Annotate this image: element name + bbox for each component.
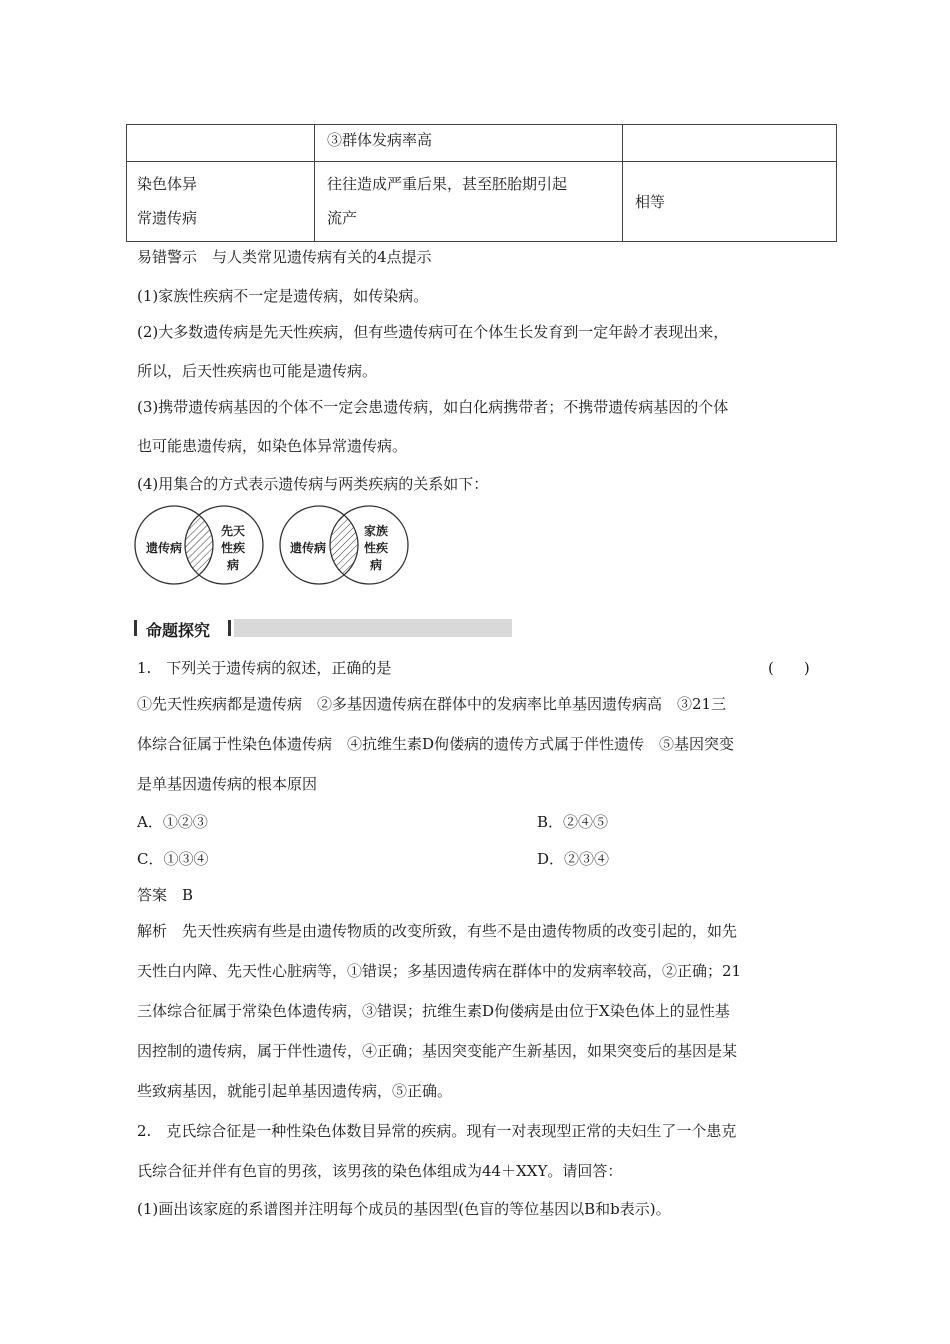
q1-option-c: C．①③④ [137,850,209,868]
q1-analysis-5: 些致病基因，就能引起单基因遗传病，⑤正确。 [137,1082,453,1100]
tip-1: (1)家族性疾病不一定是遗传病，如传染病。 [137,287,429,305]
venn2-right-label-1: 家族 [364,524,389,538]
venn1-right-label-1: 先天 [221,524,246,538]
venn1-right-label-2: 性疾 [221,541,246,555]
venn2-right-label-3: 病 [370,558,383,572]
q2-stem-1: 2. 克氏综合征是一种性染色体数目异常的疾病。现有一对表现型正常的夫妇生了一个患克 [137,1122,737,1140]
q1-option-b: B．②④⑤ [537,813,609,831]
table-cell [315,162,623,242]
q1-stem: 1. 下列关于遗传病的叙述，正确的是 [137,659,392,677]
q2-stem-2: 氏综合征并伴有色盲的男孩，该男孩的染色体组成为44＋XXY。请回答： [137,1162,623,1180]
venn1-left-label: 遗传病 [146,541,183,555]
section-title: 命题探究 [146,621,211,640]
table-cell [623,125,837,162]
q2-subquestion-1: (1)画出该家庭的系谱图并注明每个成员的基因型(色盲的等位基因以B和b表示)。 [137,1200,671,1218]
table-cell: 相等 [623,162,837,242]
q1-statement-1: ①先天性疾病都是遗传病 ②多基因遗传病在群体中的发病率比单基因遗传病高 ③21三 [137,695,727,713]
disease-table [126,124,837,242]
q1-option-d: D．②③④ [537,850,610,868]
table-cell: ③群体发病率高 [315,125,623,162]
section-divider-left [134,620,137,636]
q1-answer-bracket: ( ) [768,659,810,677]
q1-option-a: A．①②③ [137,813,208,831]
q1-analysis-3: 三体综合征属于常染色体遗传病，③错误；抗维生素D佝偻病是由位于X染色体上的显性基 [137,1002,730,1020]
section-header [134,618,512,638]
venn1-right-label-3: 病 [227,558,240,572]
q1-analysis-2: 天性白内障、先天性心脏病等，①错误；多基因遗传病在群体中的发病率较高，②正确；21 [137,962,742,980]
table-cell [127,162,315,242]
section-header-bar [234,619,512,637]
q1-statement-2: 体综合征属于性染色体遗传病 ④抗维生素D佝偻病的遗传方式属于伴性遗传 ⑤基因突变 [137,735,735,753]
table-cell [127,125,315,162]
cell-text-1: 往往造成严重后果，甚至胚胎期引起 [327,175,568,193]
tip-3b: 也可能患遗传病，如染色体异常遗传病。 [137,437,408,455]
cell-text-2: 流产 [327,209,358,227]
tip-2a: (2)大多数遗传病是先天性疾病，但有些遗传病可在个体生长发育到一定年龄才表现出来， [137,323,729,341]
tip-2b: 所以，后天性疾病也可能是遗传病。 [137,362,378,380]
tip-3a: (3)携带遗传病基因的个体不一定会患遗传病，如白化病携带者；不携带遗传病基因的个体 [137,398,729,416]
tip-4: (4)用集合的方式表示遗传病与两类疾病的关系如下： [137,475,489,493]
venn-diagrams [126,500,426,590]
q1-statement-3: 是单基因遗传病的根本原因 [137,775,318,793]
tips-heading: 易错警示 与人类常见遗传病有关的4点提示 [137,248,432,266]
row-label-1: 染色体异 [137,175,198,193]
venn2-right-label-2: 性疾 [364,541,389,555]
venn2-left-label: 遗传病 [290,541,327,555]
q1-analysis-4: 因控制的遗传病，属于伴性遗传，④正确；基因突变能产生新基因，如果突变后的基因是某 [137,1042,738,1060]
q1-answer: 答案 B [137,886,194,904]
row-label-2: 常遗传病 [137,209,198,227]
section-divider-right [228,620,231,636]
q1-analysis-1: 解析 先天性疾病有些是由遗传物质的改变所致，有些不是由遗传物质的改变引起的，如先 [137,922,738,940]
